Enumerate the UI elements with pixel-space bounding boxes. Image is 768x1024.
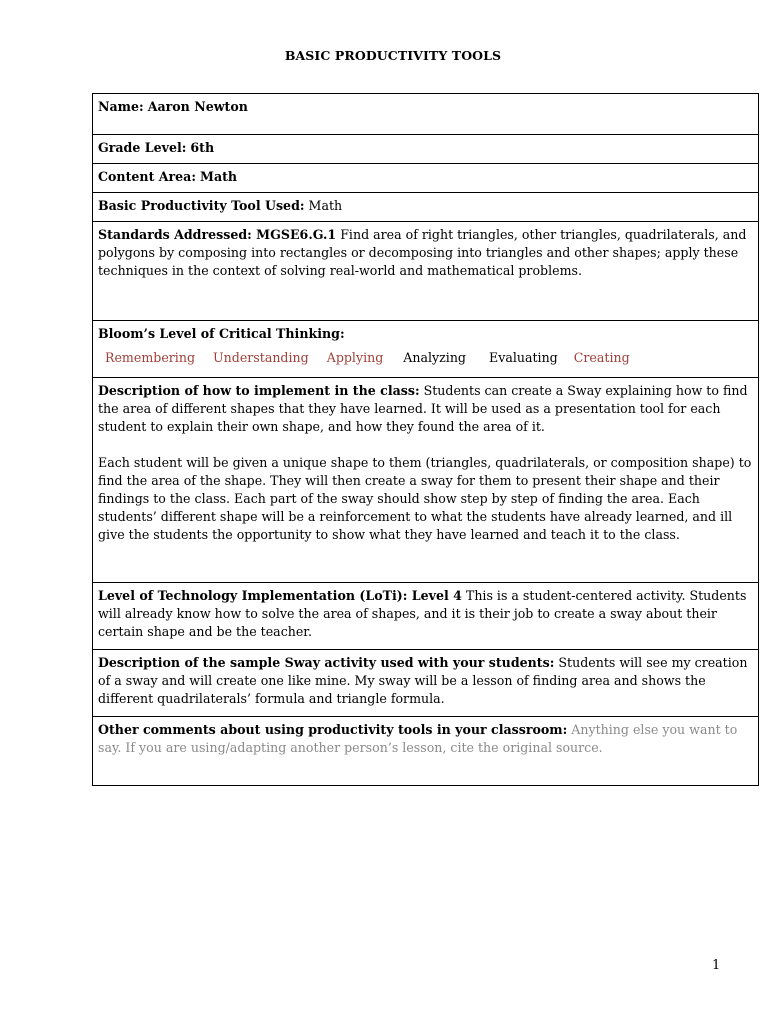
- bloom-level-understanding: Understanding: [213, 350, 309, 365]
- tool-row: [93, 193, 759, 222]
- name-label: Name:: [98, 99, 144, 114]
- bloom-levels: [98, 349, 752, 367]
- implementation-label: Description of how to implement in the class:: [98, 383, 420, 398]
- comments-placeholder: Anything else you want to say. If you are using/adapting another person’s lesson, cite the original source.: [98, 722, 738, 755]
- content-area-label: Content Area:: [98, 169, 196, 184]
- sample-activity-label: Description of the sample Sway activity used with your students:: [98, 655, 555, 670]
- bloom-level-applying: Applying: [326, 350, 384, 365]
- implementation-paragraph-2: Each student will be given a unique shape to them (triangles, quadrilaterals, or composition shape) to find the area of the shape. They will then create a sway for them to present their shape and their findings to the class. Each part of the sway should show step by step of finding the area. Each students’ different shape will be a reinforcement to what the students have already learned, and ill give the students the opportunity to show what they have learned and teach it to the class.: [98, 455, 752, 542]
- content-area-value: Math: [200, 169, 238, 184]
- grade-label: Grade Level:: [98, 140, 187, 155]
- bloom-row: [93, 321, 759, 378]
- grade-value: 6th: [190, 140, 215, 155]
- loti-row: [93, 583, 759, 650]
- bloom-label: Bloom’s Level of Critical Thinking:: [98, 326, 345, 341]
- standards-value: Find area of right triangles, other triangles, quadrilaterals, and polygons by composing into rectangles or decomposing into triangles and other shapes; apply these techniques in the context of solving real-world and mathematical problems.: [98, 227, 747, 278]
- lesson-form-table: [92, 93, 759, 786]
- sample-activity-row: [93, 650, 759, 717]
- bloom-level-evaluating: Evaluating: [489, 350, 558, 365]
- standards-label: Standards Addressed: MGSE6.G.1: [98, 227, 337, 242]
- loti-label: Level of Technology Implementation (LoTi): Level 4: [98, 588, 462, 603]
- page-number: 1: [712, 958, 721, 973]
- bloom-level-remembering: Remembering: [105, 350, 196, 365]
- implementation-value: Students can create a Sway explaining how to find the area of different shapes that they have learned. It will be used as a presentation tool for each student to explain their own shape, and how they found the area of it.: [98, 383, 748, 434]
- loti-value: This is a student-centered activity. Students will already know how to solve the area of shapes, and it is their job to create a sway about their certain shape and be the teacher.: [98, 588, 747, 639]
- tool-label: Basic Productivity Tool Used:: [98, 198, 305, 213]
- bloom-level-creating: Creating: [573, 350, 630, 365]
- comments-row: [93, 717, 759, 786]
- comments-label: Other comments about using productivity tools in your classroom:: [98, 722, 568, 737]
- sample-activity-value: Students will see my creation of a sway and will create one like mine. My sway will be a lesson of finding area and shows the different quadrilaterals’ formula and triangle formula.: [98, 655, 748, 706]
- content-area-row: [93, 164, 759, 193]
- grade-row: [93, 135, 759, 164]
- name-row: [93, 94, 759, 135]
- bloom-level-analyzing: Analyzing: [403, 350, 466, 365]
- implementation-row: [93, 378, 759, 583]
- tool-value: Math: [308, 198, 343, 213]
- document-title: BASIC PRODUCTIVITY TOOLS: [284, 48, 502, 63]
- name-value: Aaron Newton: [147, 99, 248, 114]
- standards-row: [93, 222, 759, 321]
